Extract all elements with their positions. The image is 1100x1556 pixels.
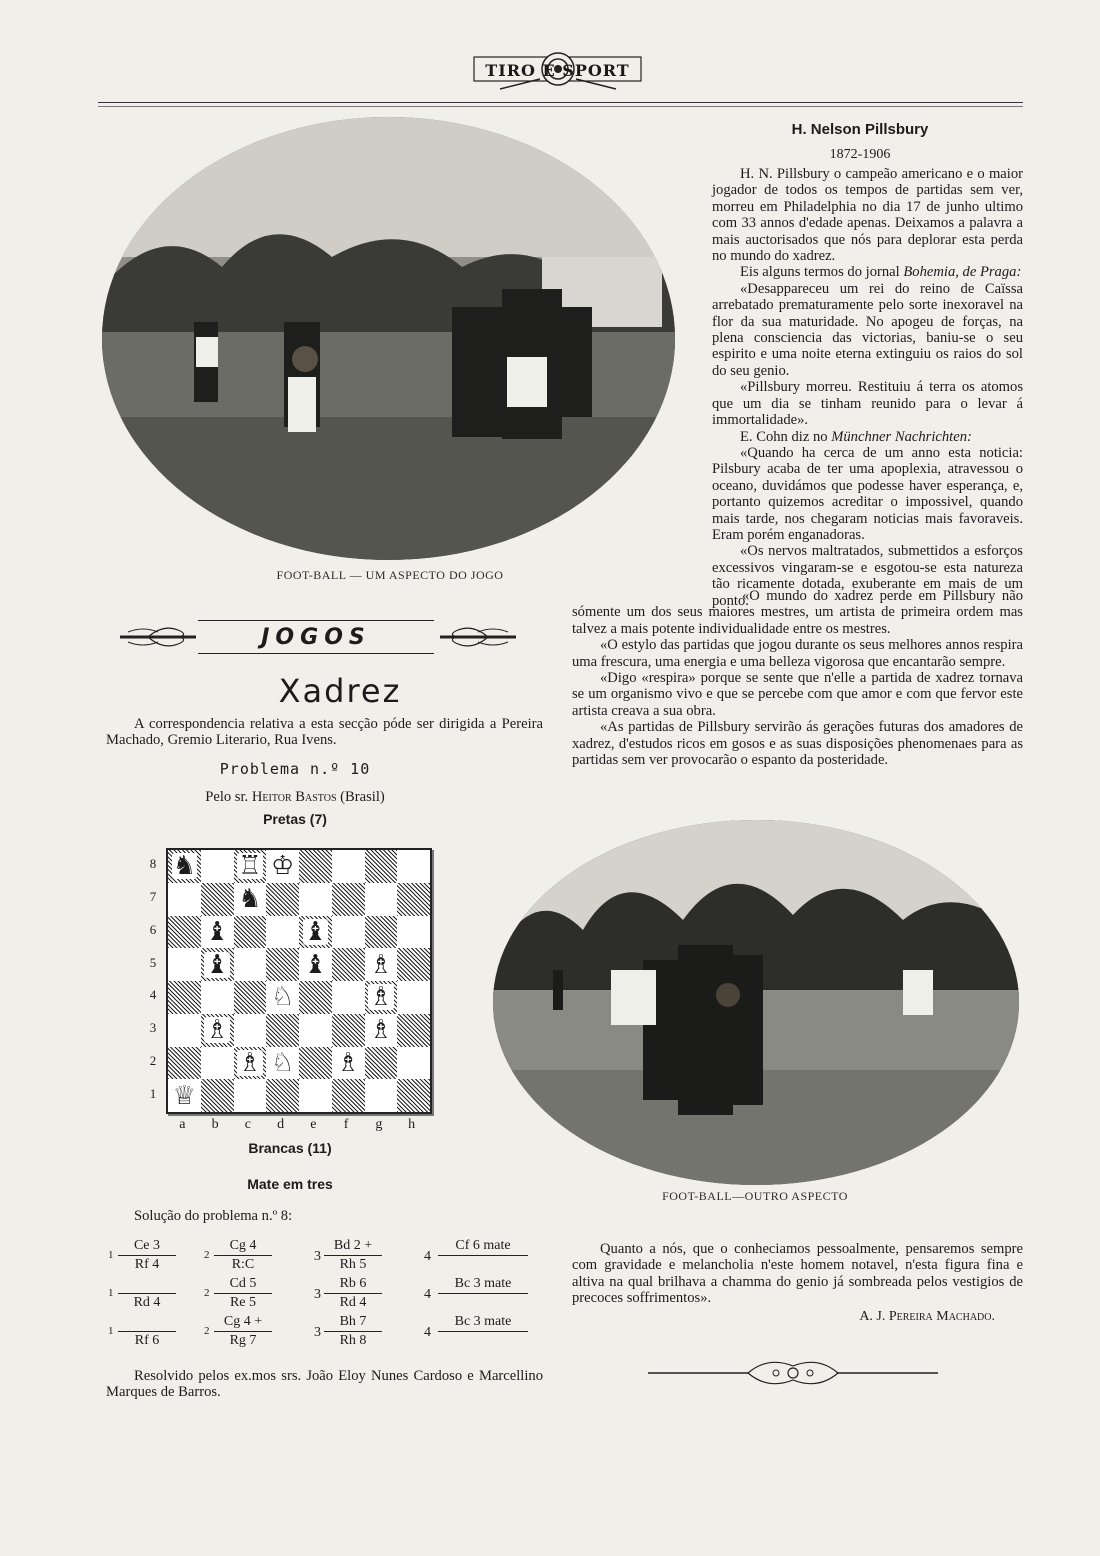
chess-piece-icon: ♞ bbox=[238, 884, 262, 914]
board-square-d1 bbox=[266, 1079, 299, 1112]
board-square-b2 bbox=[201, 1047, 234, 1080]
xadrez-heading: Xadrez bbox=[278, 672, 402, 710]
inline-text: E. Cohn diz no bbox=[740, 428, 832, 445]
board-square-g3 bbox=[365, 1014, 398, 1047]
board-square-c8 bbox=[234, 850, 267, 883]
move-pair bbox=[118, 1314, 176, 1349]
solution-heading: Solução do problema n.º 8: bbox=[134, 1208, 293, 1224]
board-square-a7 bbox=[168, 883, 201, 916]
article-body-top bbox=[712, 166, 1023, 609]
move-number: 1 bbox=[108, 1287, 114, 1299]
black-move: Rg 7 bbox=[229, 1333, 257, 1348]
black-move: Rh 8 bbox=[339, 1333, 367, 1348]
move-pair bbox=[214, 1314, 272, 1349]
board-square-e1 bbox=[299, 1079, 332, 1112]
move-number: 2 bbox=[204, 1249, 210, 1261]
chess-board bbox=[166, 848, 432, 1114]
chess-piece-icon: ♘ bbox=[270, 982, 295, 1012]
white-move: Rb 6 bbox=[324, 1276, 382, 1294]
mate-move-text: Cf 6 mate bbox=[438, 1238, 528, 1256]
board-square-d3 bbox=[266, 1014, 299, 1047]
board-square-g6 bbox=[365, 916, 398, 949]
board-square-h8 bbox=[397, 850, 430, 883]
white-move bbox=[118, 1314, 176, 1332]
file-label: h bbox=[408, 1117, 416, 1132]
file-label: b bbox=[211, 1117, 219, 1132]
white-move bbox=[118, 1276, 176, 1294]
inline-text: Eis alguns termos do jornal bbox=[740, 264, 904, 281]
board-square-a1 bbox=[168, 1079, 201, 1112]
chess-piece-icon: ♗ bbox=[369, 982, 393, 1012]
board-square-b1 bbox=[201, 1079, 234, 1112]
solvers-note: Resolvido pelos ex.mos srs. João Eloy Nunes Cardoso e Marcellino Marques de Barros. bbox=[106, 1368, 543, 1401]
file-labels bbox=[166, 1117, 428, 1133]
move-pair bbox=[324, 1238, 382, 1273]
top-rule-thin bbox=[98, 106, 1023, 107]
article-paragraph: «Digo «respira» porque se sente que n'elle a partida de xadrez tornava se um organismo vivo e que se percebe com que amor e com que fervor este artista creava a sua obra. bbox=[572, 670, 1023, 719]
black-move: Rd 4 bbox=[339, 1295, 367, 1310]
move-number: 3 bbox=[314, 1325, 321, 1340]
chess-piece-icon: ♗ bbox=[369, 1015, 393, 1045]
board-square-c1 bbox=[234, 1079, 267, 1112]
article-paragraph bbox=[712, 264, 1023, 280]
file-label: c bbox=[244, 1117, 251, 1132]
board-square-b8 bbox=[201, 850, 234, 883]
chess-piece-icon: ♔ bbox=[270, 851, 295, 881]
football-photo-top bbox=[102, 117, 675, 560]
board-square-e4 bbox=[299, 981, 332, 1014]
chess-piece-icon: ♝ bbox=[205, 916, 229, 946]
rank-label: 7 bbox=[149, 889, 157, 905]
inline-text: de Praga: bbox=[958, 264, 1022, 281]
chess-piece-icon: ♝ bbox=[303, 949, 328, 979]
file-label: d bbox=[277, 1117, 285, 1132]
board-square-c6 bbox=[234, 916, 267, 949]
top-rule bbox=[98, 102, 1023, 103]
article-paragraph: Quanto a nós, que o conheciamos pessoalmente, pensaremos sempre com gravidade e melancholia n'este homem notavel, n'esta figura fina e altiva na qual brilhava a chamma do genio já sombreada pelos vestigios de precoces soffrimentos». bbox=[572, 1241, 1023, 1307]
black-move: Rd 4 bbox=[133, 1295, 161, 1310]
board-square-e5 bbox=[299, 948, 332, 981]
black-move: Rf 4 bbox=[134, 1257, 160, 1272]
newspaper-name: Münchner Nachrichten: bbox=[831, 428, 972, 445]
board-square-f8 bbox=[332, 850, 365, 883]
article-signature: A. J. Pereira Machado. bbox=[859, 1309, 995, 1324]
white-move: Cg 4 bbox=[214, 1238, 272, 1256]
section-banner bbox=[118, 618, 518, 658]
board-square-c7 bbox=[234, 883, 267, 916]
masthead-title: TIRO E SPORT bbox=[485, 60, 630, 80]
article-body-wide bbox=[572, 588, 1023, 768]
mate-move bbox=[438, 1276, 528, 1294]
board-square-c3 bbox=[234, 1014, 267, 1047]
article-dates: 1872-1906 bbox=[829, 147, 891, 162]
black-move: Re 5 bbox=[229, 1295, 257, 1310]
board-square-f5 bbox=[332, 948, 365, 981]
board-square-a8 bbox=[168, 850, 201, 883]
solution-row bbox=[108, 1276, 558, 1314]
flourish-left-icon bbox=[118, 624, 198, 650]
board-square-c4 bbox=[234, 981, 267, 1014]
board-square-c2 bbox=[234, 1047, 267, 1080]
board-square-e6 bbox=[299, 916, 332, 949]
white-move: Bh 7 bbox=[324, 1314, 382, 1332]
article-paragraph bbox=[712, 429, 1023, 445]
board-square-c5 bbox=[234, 948, 267, 981]
board-square-b4 bbox=[201, 981, 234, 1014]
chess-piece-icon: ♘ bbox=[270, 1047, 295, 1077]
board-square-g8 bbox=[365, 850, 398, 883]
board-square-d5 bbox=[266, 948, 299, 981]
rank-label: 4 bbox=[149, 987, 157, 1003]
photo-caption-top: FOOT-BALL — UM ASPECTO DO JOGO bbox=[276, 568, 504, 582]
move-number: 2 bbox=[204, 1325, 210, 1337]
rank-label: 8 bbox=[149, 856, 157, 872]
board-square-d6 bbox=[266, 916, 299, 949]
board-square-e8 bbox=[299, 850, 332, 883]
chess-piece-icon: ♝ bbox=[205, 949, 229, 979]
board-square-a2 bbox=[168, 1047, 201, 1080]
board-square-h2 bbox=[397, 1047, 430, 1080]
board-square-a6 bbox=[168, 916, 201, 949]
move-pair bbox=[324, 1276, 382, 1311]
author-country: (Brasil) bbox=[336, 789, 385, 805]
board-square-f6 bbox=[332, 916, 365, 949]
article-paragraph: «O mundo do xadrez perde em Pillsbury não sómente um dos seus maiores mestres, um artista de primeira ordem mas talvez a mais potente individualidade entre os mestres. bbox=[572, 588, 1023, 637]
author-name: Heitor Bastos bbox=[251, 789, 337, 805]
board-square-d7 bbox=[266, 883, 299, 916]
move-number: 4 bbox=[424, 1325, 431, 1340]
board-square-g7 bbox=[365, 883, 398, 916]
move-number: 4 bbox=[424, 1287, 431, 1302]
mate-move bbox=[438, 1238, 528, 1256]
board-square-f3 bbox=[332, 1014, 365, 1047]
article-paragraph: «Desappareceu um rei do reino de Caïssa arrebatado prematuramente pelo sorte inexoravel na flor da sua maturidade. No apogeu de forças, na plena consciencia das victorias, baniu-se o seu espirito e uma noite eterna extinguiu os raios do sol do seu genio. bbox=[712, 280, 1023, 379]
rank-label: 5 bbox=[149, 954, 157, 970]
board-square-d4 bbox=[266, 981, 299, 1014]
board-square-e3 bbox=[299, 1014, 332, 1047]
photo-caption-bottom: FOOT-BALL—OUTRO ASPECTO bbox=[662, 1189, 848, 1203]
chess-piece-icon: ♝ bbox=[303, 916, 328, 946]
football-photo-bottom bbox=[493, 820, 1019, 1185]
white-move: Ce 3 bbox=[118, 1238, 176, 1256]
article-paragraph: «O estylo das partidas que jogou durante os seus melhores annos respira uma frescura, uma energia e uma belleza vigorosa que encantarão sempre. bbox=[572, 637, 1023, 670]
board-square-b5 bbox=[201, 948, 234, 981]
article-paragraph: H. N. Pillsbury o campeão americano e o maior jogador de todos os tempos de partidas sem ver, morreu em Philadelphia no dia 17 de junho ultimo com 33 annos d'edade apenas. Deixamos a palavra a mais auctorisados que nós para deplorar esta perda no mundo do xadrez. bbox=[712, 166, 1023, 265]
board-square-h4 bbox=[397, 981, 430, 1014]
move-number: 3 bbox=[314, 1287, 321, 1302]
board-square-h6 bbox=[397, 916, 430, 949]
black-move: Rf 6 bbox=[134, 1333, 160, 1348]
move-pair bbox=[214, 1238, 272, 1273]
board-square-d2 bbox=[266, 1047, 299, 1080]
section-title: JOGOS bbox=[261, 624, 371, 650]
file-label: g bbox=[375, 1117, 383, 1132]
rank-label: 2 bbox=[149, 1052, 157, 1068]
chess-piece-icon: ♗ bbox=[336, 1047, 360, 1077]
board-square-a4 bbox=[168, 981, 201, 1014]
move-number: 3 bbox=[314, 1249, 321, 1264]
board-square-e7 bbox=[299, 883, 332, 916]
mate-move bbox=[438, 1314, 528, 1332]
solution-row bbox=[108, 1314, 558, 1352]
article-paragraph: «Os nervos maltratados, submettidos a esforços excessivos vingaram-se e esgotou-se esta natureza tão ricamente dotada, exuberante em mais de um ponto. bbox=[712, 543, 1023, 609]
article-title: H. Nelson Pillsbury bbox=[791, 121, 929, 138]
board-square-g1 bbox=[365, 1079, 398, 1112]
move-number: 1 bbox=[108, 1325, 114, 1337]
move-number: 1 bbox=[108, 1249, 114, 1261]
solution-row bbox=[108, 1238, 558, 1276]
article-paragraph: «Quando ha cerca de um anno esta noticia: Pilsbury acaba de ter uma apoplexia, atravessou o oceano, duvidámos que podesse haver esperança, e, portanto quizemos acreditar o impossivel, quando mais tarde, nos chegaram noticias mais favoraveis. Eram porém enganadoras. bbox=[712, 444, 1023, 543]
rank-labels bbox=[146, 848, 160, 1110]
board-square-f2 bbox=[332, 1047, 365, 1080]
file-label: e bbox=[310, 1117, 317, 1132]
chess-piece-icon: ♗ bbox=[205, 1015, 229, 1045]
flourish-right-icon bbox=[438, 624, 518, 650]
chess-piece-icon: ♞ bbox=[172, 851, 197, 881]
masthead-logo bbox=[470, 45, 645, 95]
problem-goal: Mate em tres bbox=[247, 1176, 333, 1192]
black-move: R:C bbox=[231, 1257, 255, 1272]
rank-label: 6 bbox=[149, 921, 157, 937]
board-square-h1 bbox=[397, 1079, 430, 1112]
board-square-f1 bbox=[332, 1079, 365, 1112]
board-square-b7 bbox=[201, 883, 234, 916]
black-pieces-label: Pretas (7) bbox=[263, 811, 327, 827]
board-square-e2 bbox=[299, 1047, 332, 1080]
article-paragraph: «Pillsbury morreu. Restituiu á terra os atomos que um dia se tinham reunido para o levar á immortalidade». bbox=[712, 379, 1023, 429]
file-label: f bbox=[343, 1117, 349, 1132]
board-square-h3 bbox=[397, 1014, 430, 1047]
black-move: Rh 5 bbox=[339, 1257, 367, 1272]
rank-label: 1 bbox=[149, 1085, 157, 1101]
board-square-b3 bbox=[201, 1014, 234, 1047]
white-move: Cd 5 bbox=[214, 1276, 272, 1294]
board-square-b6 bbox=[201, 916, 234, 949]
board-square-f7 bbox=[332, 883, 365, 916]
chess-piece-icon: ♗ bbox=[238, 1047, 262, 1077]
mate-move-text: Bc 3 mate bbox=[438, 1314, 528, 1332]
correspondence-note: A correspondencia relativa a esta secção póde ser dirigida a Pereira Machado, Gremio Literario, Rua Ivens. bbox=[106, 716, 543, 749]
article-paragraph: «As partidas de Pillsbury servirão ás gerações futuras dos amadores de xadrez, d'estudos ricos em gosos e as suas disposições phenomenaes para as partidas sem ver provocarão o espanto da posteridade. bbox=[572, 719, 1023, 769]
board-square-h7 bbox=[397, 883, 430, 916]
solution-table bbox=[108, 1238, 558, 1352]
move-number: 4 bbox=[424, 1249, 431, 1264]
file-label: a bbox=[179, 1117, 186, 1132]
board-square-g2 bbox=[365, 1047, 398, 1080]
move-number: 2 bbox=[204, 1287, 210, 1299]
move-pair bbox=[118, 1238, 176, 1273]
board-square-a3 bbox=[168, 1014, 201, 1047]
rank-label: 3 bbox=[149, 1020, 157, 1036]
newspaper-name: Bohemia, bbox=[903, 264, 959, 281]
board-square-g4 bbox=[365, 981, 398, 1014]
chess-piece-icon: ♖ bbox=[238, 851, 262, 881]
closing-ornament-icon bbox=[648, 1352, 938, 1394]
move-pair bbox=[118, 1276, 176, 1311]
board-square-h5 bbox=[397, 948, 430, 981]
problem-title: Problema n.º 10 bbox=[219, 760, 371, 778]
chess-piece-icon: ♕ bbox=[172, 1080, 197, 1110]
white-move: Bd 2 + bbox=[324, 1238, 382, 1256]
chess-piece-icon: ♗ bbox=[369, 949, 393, 979]
mate-move-text: Bc 3 mate bbox=[438, 1276, 528, 1294]
move-pair bbox=[324, 1314, 382, 1349]
board-square-f4 bbox=[332, 981, 365, 1014]
problem-author bbox=[150, 789, 440, 805]
white-move: Cg 4 + bbox=[214, 1314, 272, 1332]
board-square-d8 bbox=[266, 850, 299, 883]
board-square-g5 bbox=[365, 948, 398, 981]
author-prefix: Pelo sr. bbox=[205, 789, 252, 805]
white-pieces-label: Brancas (11) bbox=[248, 1140, 332, 1156]
move-pair bbox=[214, 1276, 272, 1311]
board-square-a5 bbox=[168, 948, 201, 981]
